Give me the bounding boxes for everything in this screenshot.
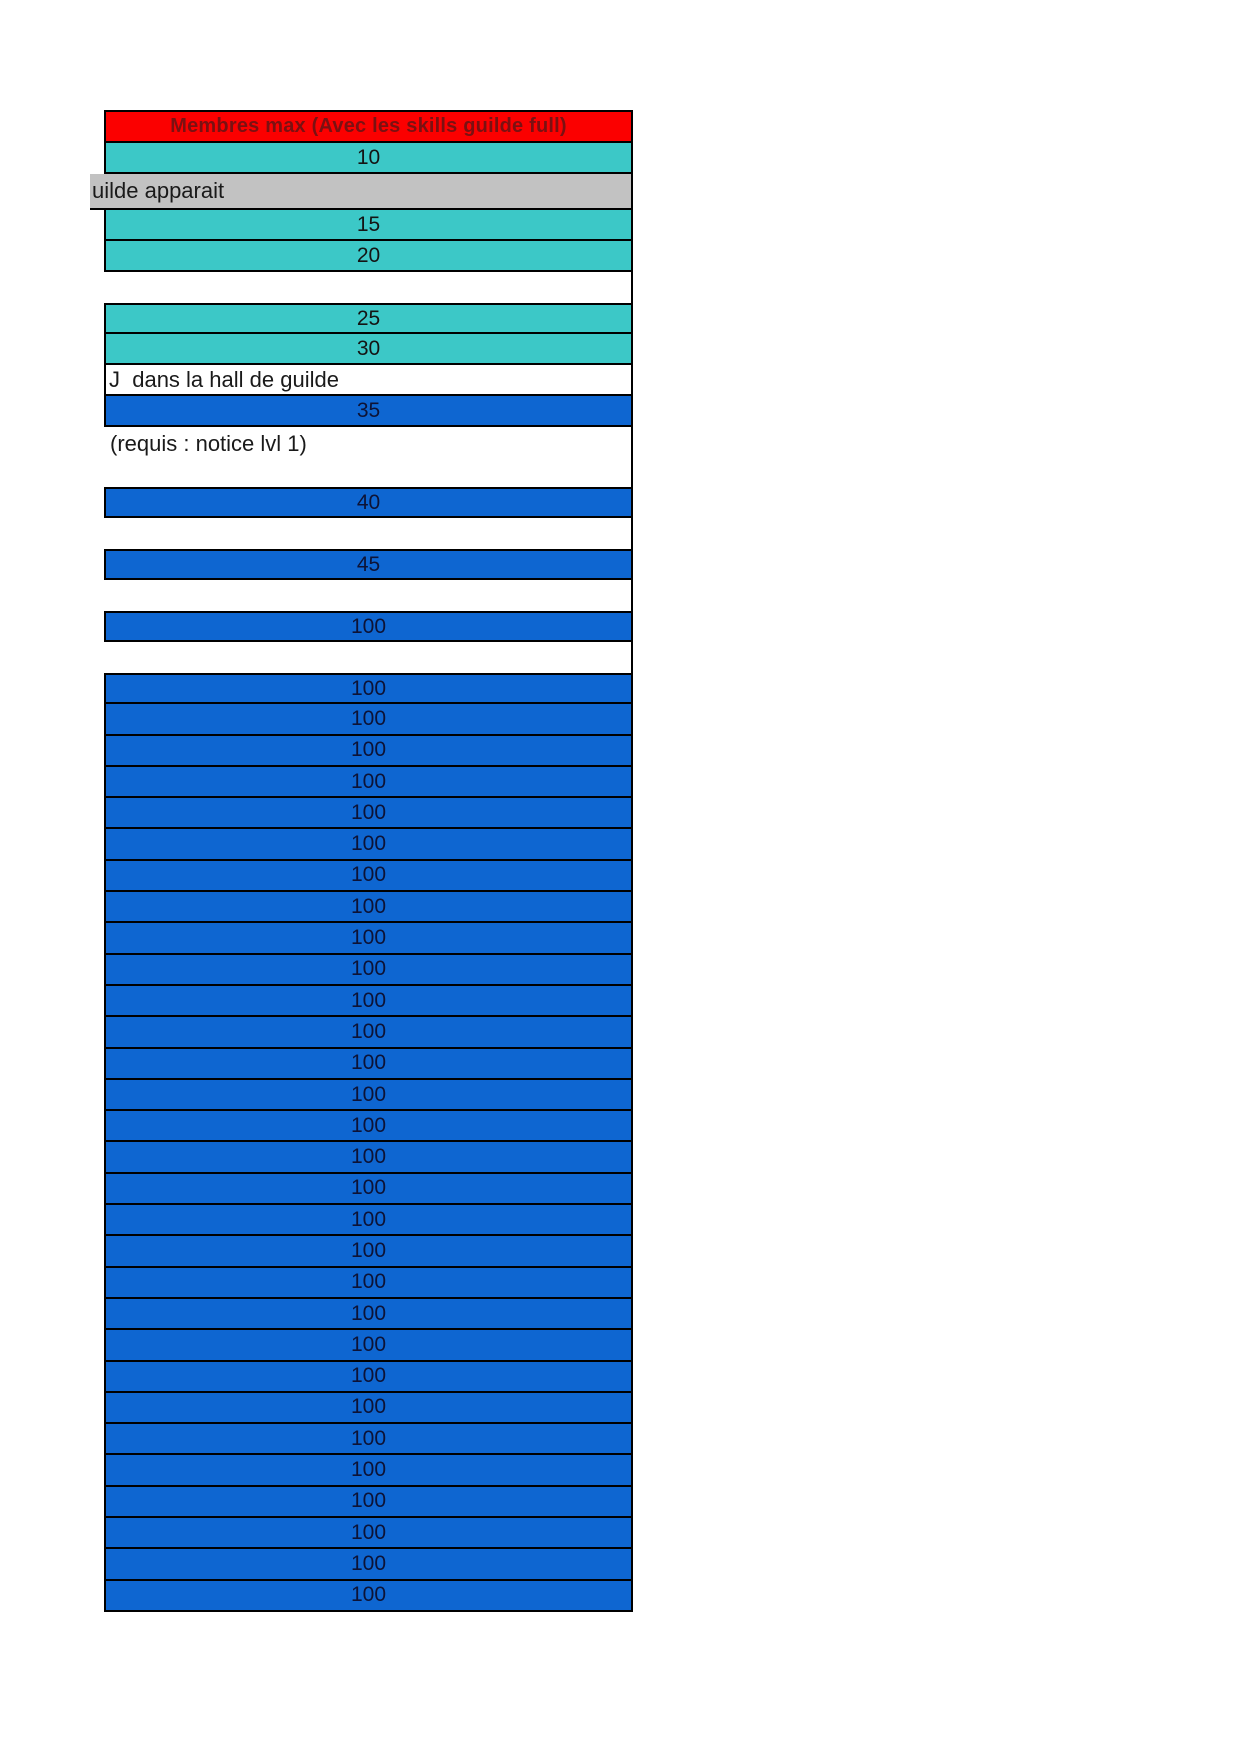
member-cap-cell[interactable]: 100 [104, 736, 633, 767]
member-cap-cell[interactable]: 100 [104, 1330, 633, 1361]
member-cap-cell[interactable]: 100 [104, 1080, 633, 1111]
member-cap-cell[interactable]: 100 [104, 1174, 633, 1205]
empty-cell[interactable] [104, 642, 633, 673]
member-cap-cell[interactable]: 100 [104, 767, 633, 798]
member-cap-cell[interactable]: 100 [104, 1205, 633, 1236]
member-cap-cell[interactable]: 100 [104, 1549, 633, 1580]
member-cap-cell[interactable]: 45 [104, 549, 633, 580]
member-cap-cell[interactable]: 100 [104, 923, 633, 954]
empty-cell[interactable] [104, 580, 633, 611]
member-cap-cell[interactable]: 100 [104, 892, 633, 923]
member-cap-cell[interactable]: 100 [104, 1581, 633, 1612]
member-cap-cell[interactable]: 100 [104, 1142, 633, 1173]
member-cap-cell[interactable]: 100 [104, 1049, 633, 1080]
member-cap-cell[interactable]: 100 [104, 1455, 633, 1486]
member-cap-cell[interactable]: 100 [104, 1236, 633, 1267]
member-cap-cell[interactable]: 30 [104, 334, 633, 365]
overflow-text-requirement[interactable]: (requis : notice lvl 1) [104, 427, 633, 487]
member-cap-cell[interactable]: 40 [104, 487, 633, 518]
member-cap-cell[interactable]: 100 [104, 829, 633, 860]
table-header-cell[interactable]: Membres max (Avec les skills guilde full) [104, 110, 633, 143]
member-cap-cell[interactable]: 25 [104, 303, 633, 334]
member-cap-cell[interactable]: 100 [104, 1017, 633, 1048]
member-cap-cell[interactable]: 100 [104, 1487, 633, 1518]
member-cap-cell[interactable]: 100 [104, 861, 633, 892]
member-cap-cell[interactable]: 100 [104, 611, 633, 642]
overflow-text-guild-appears[interactable]: uilde apparait [90, 174, 633, 210]
member-cap-cell[interactable]: 100 [104, 1393, 633, 1424]
member-cap-cell[interactable]: 100 [104, 1111, 633, 1142]
member-cap-cell[interactable]: 100 [104, 1268, 633, 1299]
empty-cell[interactable] [104, 518, 633, 549]
member-cap-cell[interactable]: 100 [104, 673, 633, 704]
member-cap-cell[interactable]: 35 [104, 396, 633, 427]
member-cap-cell[interactable]: 100 [104, 704, 633, 735]
member-cap-cell[interactable]: 100 [104, 1362, 633, 1393]
member-cap-cell[interactable]: 100 [104, 955, 633, 986]
empty-cell[interactable] [104, 272, 633, 303]
member-cap-cell[interactable]: 100 [104, 1518, 633, 1549]
member-cap-cell[interactable]: 100 [104, 986, 633, 1017]
member-cap-cell[interactable]: 100 [104, 1299, 633, 1330]
member-cap-cell[interactable]: 15 [104, 210, 633, 241]
member-cap-cell[interactable]: 10 [104, 143, 633, 174]
guild-members-max-table [92, 110, 633, 1612]
member-cap-cell[interactable]: 100 [104, 798, 633, 829]
overflow-text-npc-hall[interactable]: J dans la hall de guilde [104, 365, 633, 396]
member-cap-cell[interactable]: 100 [104, 1424, 633, 1455]
member-cap-cell[interactable]: 20 [104, 241, 633, 272]
